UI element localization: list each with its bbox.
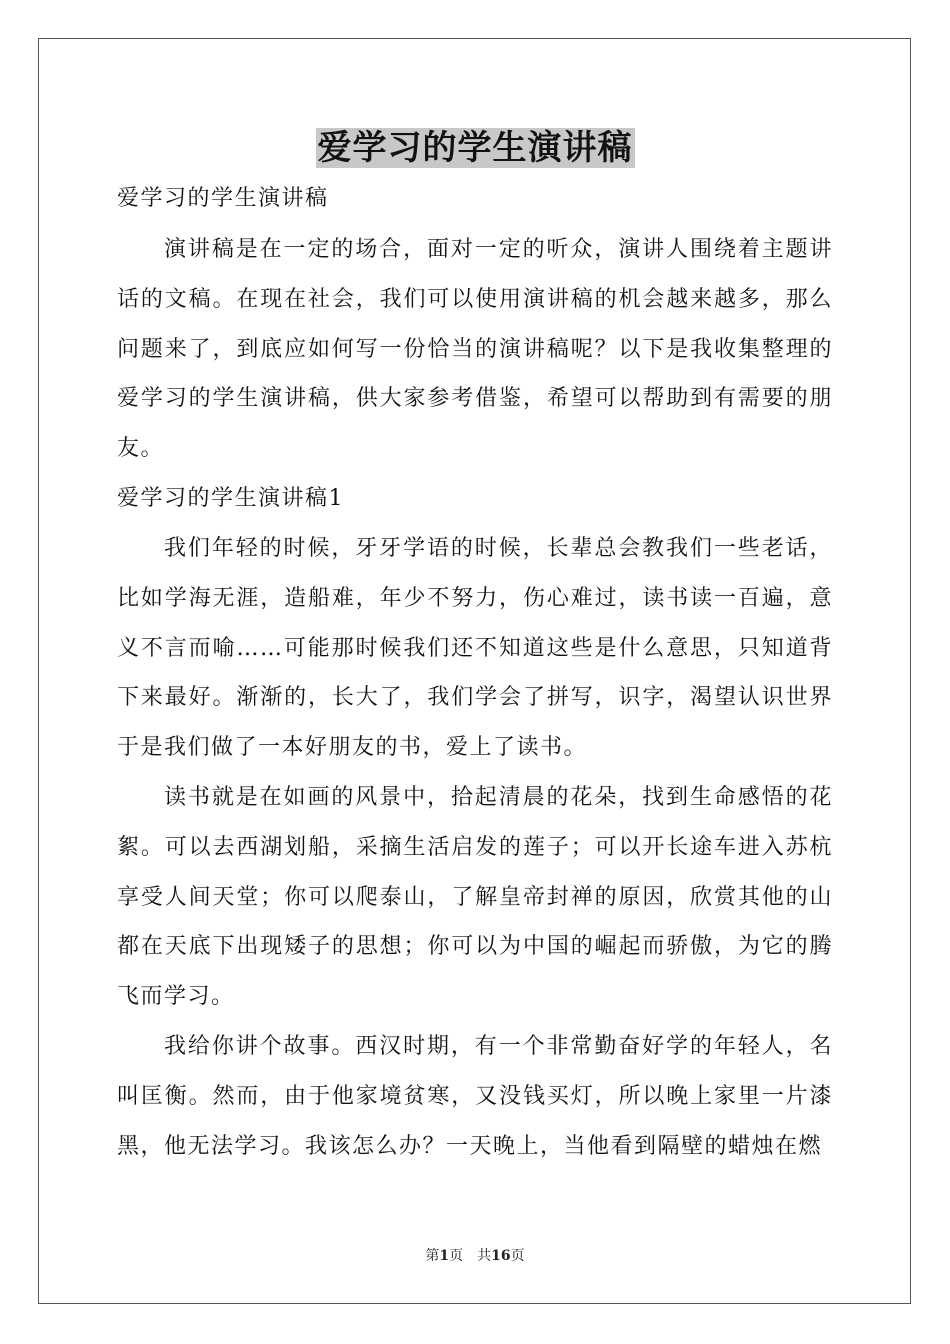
document-title <box>0 126 950 170</box>
footer-total-suffix: 页 <box>510 1248 525 1264</box>
document-subtitle: 爱学习的学生演讲稿 <box>117 186 329 211</box>
body-paragraph-2: 读书就是在如画的风景中，拾起清晨的花朵，找到生命感悟的花絮。可以去西湖划船，采摘生活启发的莲子；可以开长途车进入苏杭享受人间天堂；你可以爬泰山，了解皇帝封禅的原因，欣赏其他的山都在天底下出现矮子的思想；你可以为中国的崛起而骄傲，为它的腾飞而学习。 <box>117 785 833 1010</box>
body-paragraph-3: 我给你讲个故事。西汉时期，有一个非常勤奋好学的年轻人，名叫匡衡。然而，由于他家境贫寒，又没钱买灯，所以晚上家里一片漆黑，他无法学习。我该怎么办？一天晚上，当他看到隔壁的蜡烛在燃 <box>117 1034 833 1159</box>
footer-total-prefix: 共 <box>477 1248 492 1264</box>
section-heading: 爱学习的学生演讲稿1 <box>117 486 344 511</box>
page-footer <box>0 1246 950 1266</box>
footer-total-pages: 16 <box>491 1248 511 1264</box>
footer-page-suffix: 页 <box>449 1248 464 1264</box>
document-title-text: 爱学习的学生演讲稿 <box>317 128 633 168</box>
intro-paragraph: 演讲稿是在一定的场合，面对一定的听众，演讲人围绕着主题讲话的文稿。在现在社会，我们可以使用演讲稿的机会越来越多，那么问题来了，到底应如何写一份恰当的演讲稿呢？以下是我收集整理的爱学习的学生演讲稿，供大家参考借鉴，希望可以帮助到有需要的朋友。 <box>117 237 833 462</box>
footer-page-number: 1 <box>439 1248 450 1264</box>
footer-page-prefix: 第 <box>425 1248 440 1264</box>
body-paragraph-1: 我们年轻的时候，牙牙学语的时候，长辈总会教我们一些老话，比如学海无涯，造船难，年少不努力，伤心难过，读书读一百遍，意义不言而喻……可能那时候我们还不知道这些是什么意思，只知道背下来最好。渐渐的，长大了，我们学会了拼写，识字，渴望认识世界于是我们做了一本好朋友的书，爱上了读书。 <box>117 536 833 761</box>
